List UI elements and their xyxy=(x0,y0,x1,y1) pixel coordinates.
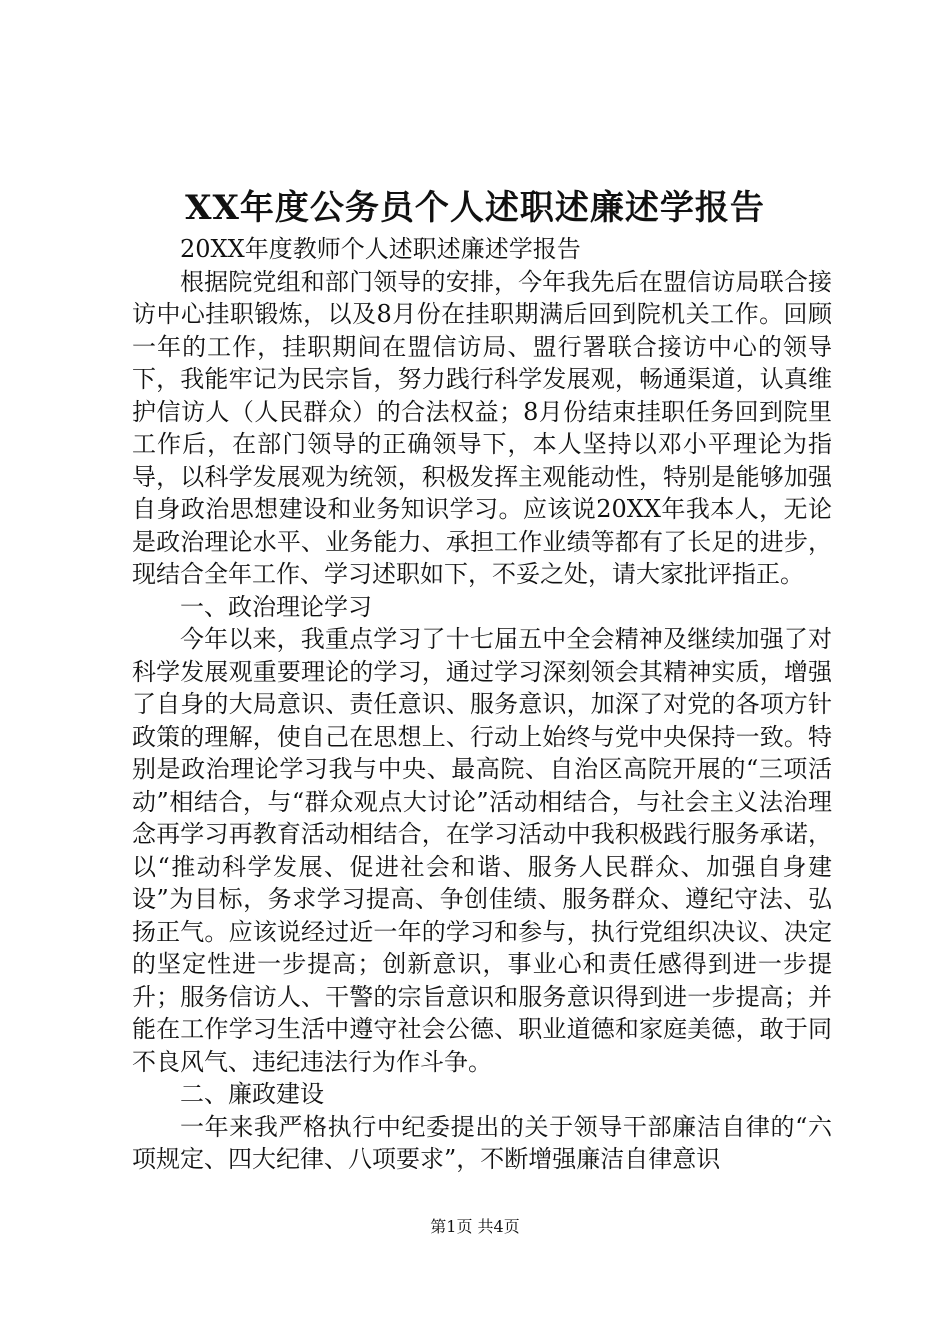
section-paragraph-1: 今年以来，我重点学习了十七届五中全会精神及继续加强了对科学发展观重要理论的学习，通过学习深刻领会其精神实质，增强了自身的大局意识、责任意识、服务意识，加深了对党的各项方针政策的理解，使自己在思想上、行动上始终与党中央保持一致。特别是政治理论学习我与中央、最高院、自治区高院开展的“三项活动”相结合，与“群众观点大讨论”活动相结合，与社会主义法治理念再学习再教育活动相结合，在学习活动中我积极践行服务承诺，以“推动科学发展、促进社会和谐、服务人民群众、加强自身建设”为目标，务求学习提高、争创佳绩、服务群众、遵纪守法、弘扬正气。应该说经过近一年的学习和参与，执行党组织决议、决定的坚定性进一步提高；创新意识，事业心和责任感得到进一步提升；服务信访人、干警的宗旨意识和服务意识得到进一步提高；并能在工作学习生活中遵守社会公德、职业道德和家庭美德，敢于同不良风气、违纪违法行为作斗争。 xyxy=(132,625,832,1076)
intro-paragraph: 根据院党组和部门领导的安排，今年我先后在盟信访局联合接访中心挂职锻炼，以及8月份在挂职期满后回到院机关工作。回顾一年的工作，挂职期间在盟信访局、盟行署联合接访中心的领导下，我能牢记为民宗旨，努力践行科学发展观，畅通渠道，认真维护信访人（人民群众）的合法权益；8月份结束挂职任务回到院里工作后，在部门领导的正确领导下，本人坚持以邓小平理论为指导，以科学发展观为统领，积极发挥主观能动性，特别是能够加强自身政治思想建设和业务知识学习。应该说20XX年我本人，无论是政治理论水平、业务能力、承担工作业绩等都有了长足的进步，现结合全年工作、学习述职如下，不妥之处，请大家批评指正。 xyxy=(132,267,832,588)
document-title: XX年度公务员个人述职述廉述学报告 xyxy=(185,188,765,228)
page-footer: 第1页 共4页 xyxy=(430,1217,520,1236)
section-paragraph-2: 一年来我严格执行中纪委提出的关于领导干部廉洁自律的“六项规定、四大纪律、八项要求”，不断增强廉洁自律意识 xyxy=(132,1112,832,1173)
subtitle-paragraph: 20XX年度教师个人述职述廉述学报告 xyxy=(180,235,581,263)
section-heading-1: 一、政治理论学习 xyxy=(180,592,372,621)
document-body xyxy=(132,233,832,1185)
section-heading-2: 二、廉政建设 xyxy=(180,1080,324,1108)
